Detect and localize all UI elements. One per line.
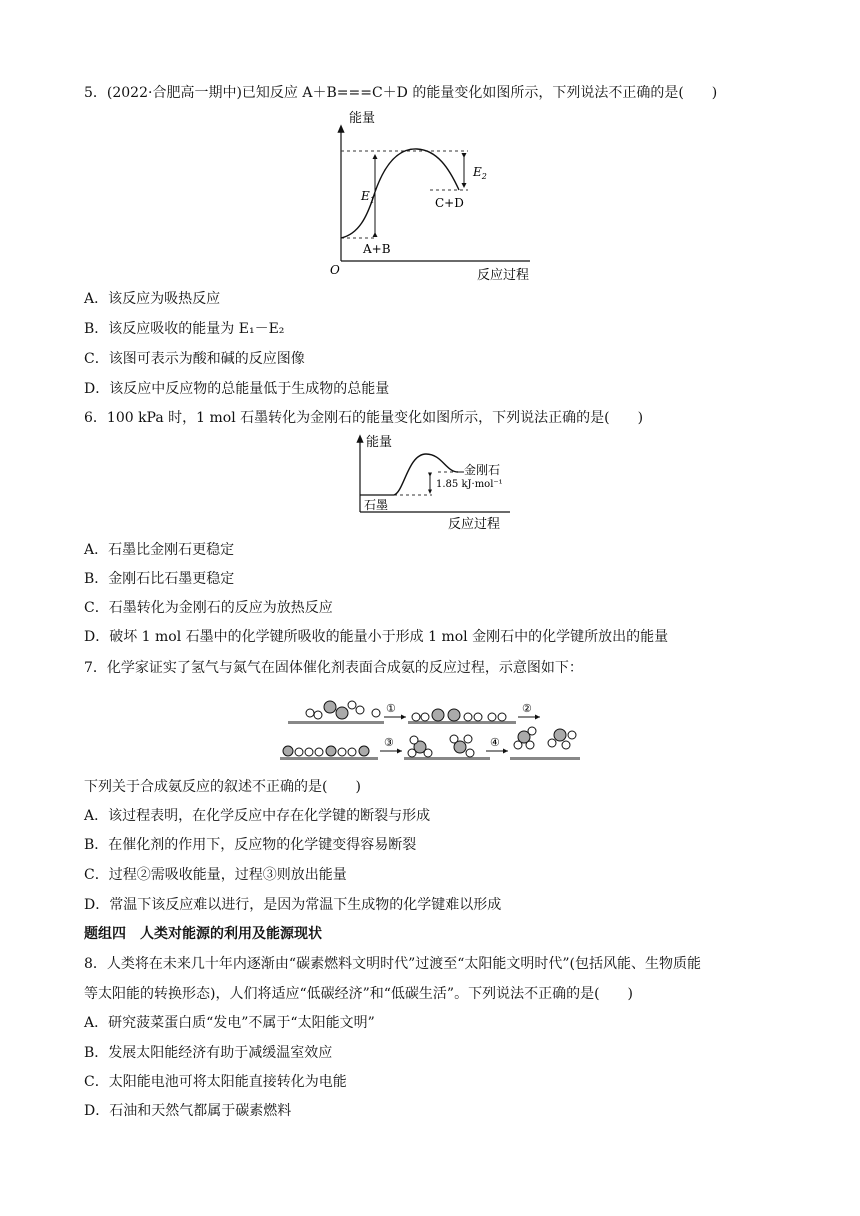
q5-option-a: A．该反应为吸热反应 <box>84 291 221 307</box>
q7-option-d: D．常温下该反应难以进行，是因为常温下生成物的化学键难以形成 <box>84 897 502 913</box>
q5-option-d: D．该反应中反应物的总能量低于生成物的总能量 <box>84 381 390 397</box>
reactants-label: A+B <box>363 242 391 256</box>
diamond-label: 金刚石 <box>464 463 501 477</box>
stage-1 <box>288 701 384 724</box>
x-axis-label: 反应过程 <box>448 517 501 532</box>
delta-label: 1.85 kJ·mol⁻¹ <box>436 479 503 490</box>
q8-option-b: B．发展太阳能经济有助于减缓温室效应 <box>84 1045 333 1061</box>
stage-3 <box>280 746 378 760</box>
q7-catalysis-diagram <box>280 695 580 761</box>
y-axis-label: 能量 <box>366 435 393 450</box>
step-4-label: ④ <box>490 736 500 749</box>
step-1-label: ① <box>386 702 396 715</box>
q6-option-d: D．破坏 1 mol 石墨中的化学键所吸收的能量小于形成 1 mol 金刚石中的化学键所放出的能量 <box>84 629 669 645</box>
x-axis-label: 反应过程 <box>477 268 530 283</box>
origin-label: O <box>330 263 340 277</box>
q7-option-c: C．过程②需吸收能量，过程③则放出能量 <box>84 867 347 883</box>
stage-2 <box>408 709 516 724</box>
products-label: C+D <box>435 196 464 210</box>
e2-label: $E_2$ <box>473 165 487 181</box>
y-axis-label: 能量 <box>349 111 376 126</box>
q5-stem: 5．(2022·合肥高一期中)已知反应 A＋B===C＋D 的能量变化如图所示，下列说法不正确的是( ) <box>84 85 718 101</box>
stage-5 <box>510 727 580 760</box>
q6-option-a: A．石墨比金刚石更稳定 <box>84 542 235 558</box>
q8-option-a: A．研究菠菜蛋白质“发电”不属于“太阳能文明” <box>84 1015 375 1031</box>
q8-stem-line2: 等太阳能的转换形态)，人们将适应“低碳经济”和“低碳生活”。下列说法不正确的是( ) <box>84 986 634 1002</box>
q5-option-c: C．该图可表示为酸和碱的反应图像 <box>84 351 305 367</box>
q7-option-b: B．在催化剂的作用下，反应物的化学键变得容易断裂 <box>84 837 417 853</box>
q7-question: 下列关于合成氨反应的叙述不正确的是( ) <box>84 779 361 795</box>
q6-energy-diagram <box>346 432 516 534</box>
q5-option-b: B．该反应吸收的能量为 E₁－E₂ <box>84 321 285 337</box>
q8-option-c: C．太阳能电池可将太阳能直接转化为电能 <box>84 1074 347 1090</box>
q5-energy-diagram <box>325 106 540 286</box>
q8-option-d: D．石油和天然气都属于碳素燃料 <box>84 1103 292 1119</box>
q6-option-b: B．金刚石比石墨更稳定 <box>84 571 235 587</box>
q8-stem-line1: 8．人类将在未来几十年内逐渐由“碳素燃料文明时代”过渡至“太阳能文明时代”(包括风能、生物质能 <box>84 956 701 972</box>
stage-4 <box>404 735 490 760</box>
reaction-curve <box>341 149 459 238</box>
q6-option-c: C．石墨转化为金刚石的反应为放热反应 <box>84 600 333 616</box>
e1-label: $E_1$ <box>361 189 375 205</box>
graphite-label: 石墨 <box>364 498 389 512</box>
q7-option-a: A．该过程表明，在化学反应中存在化学键的断裂与形成 <box>84 808 431 824</box>
q7-stem: 7．化学家证实了氢气与氮气在固体催化剂表面合成氨的反应过程，示意图如下： <box>84 660 583 676</box>
step-3-label: ③ <box>384 736 394 749</box>
q6-stem: 6．100 kPa 时，1 mol 石墨转化为金刚石的能量变化如图所示，下列说法正确的是( ) <box>84 410 644 426</box>
group4-heading: 题组四 人类对能源的利用及能源现状 <box>84 926 322 942</box>
step-2-label: ② <box>522 702 532 715</box>
